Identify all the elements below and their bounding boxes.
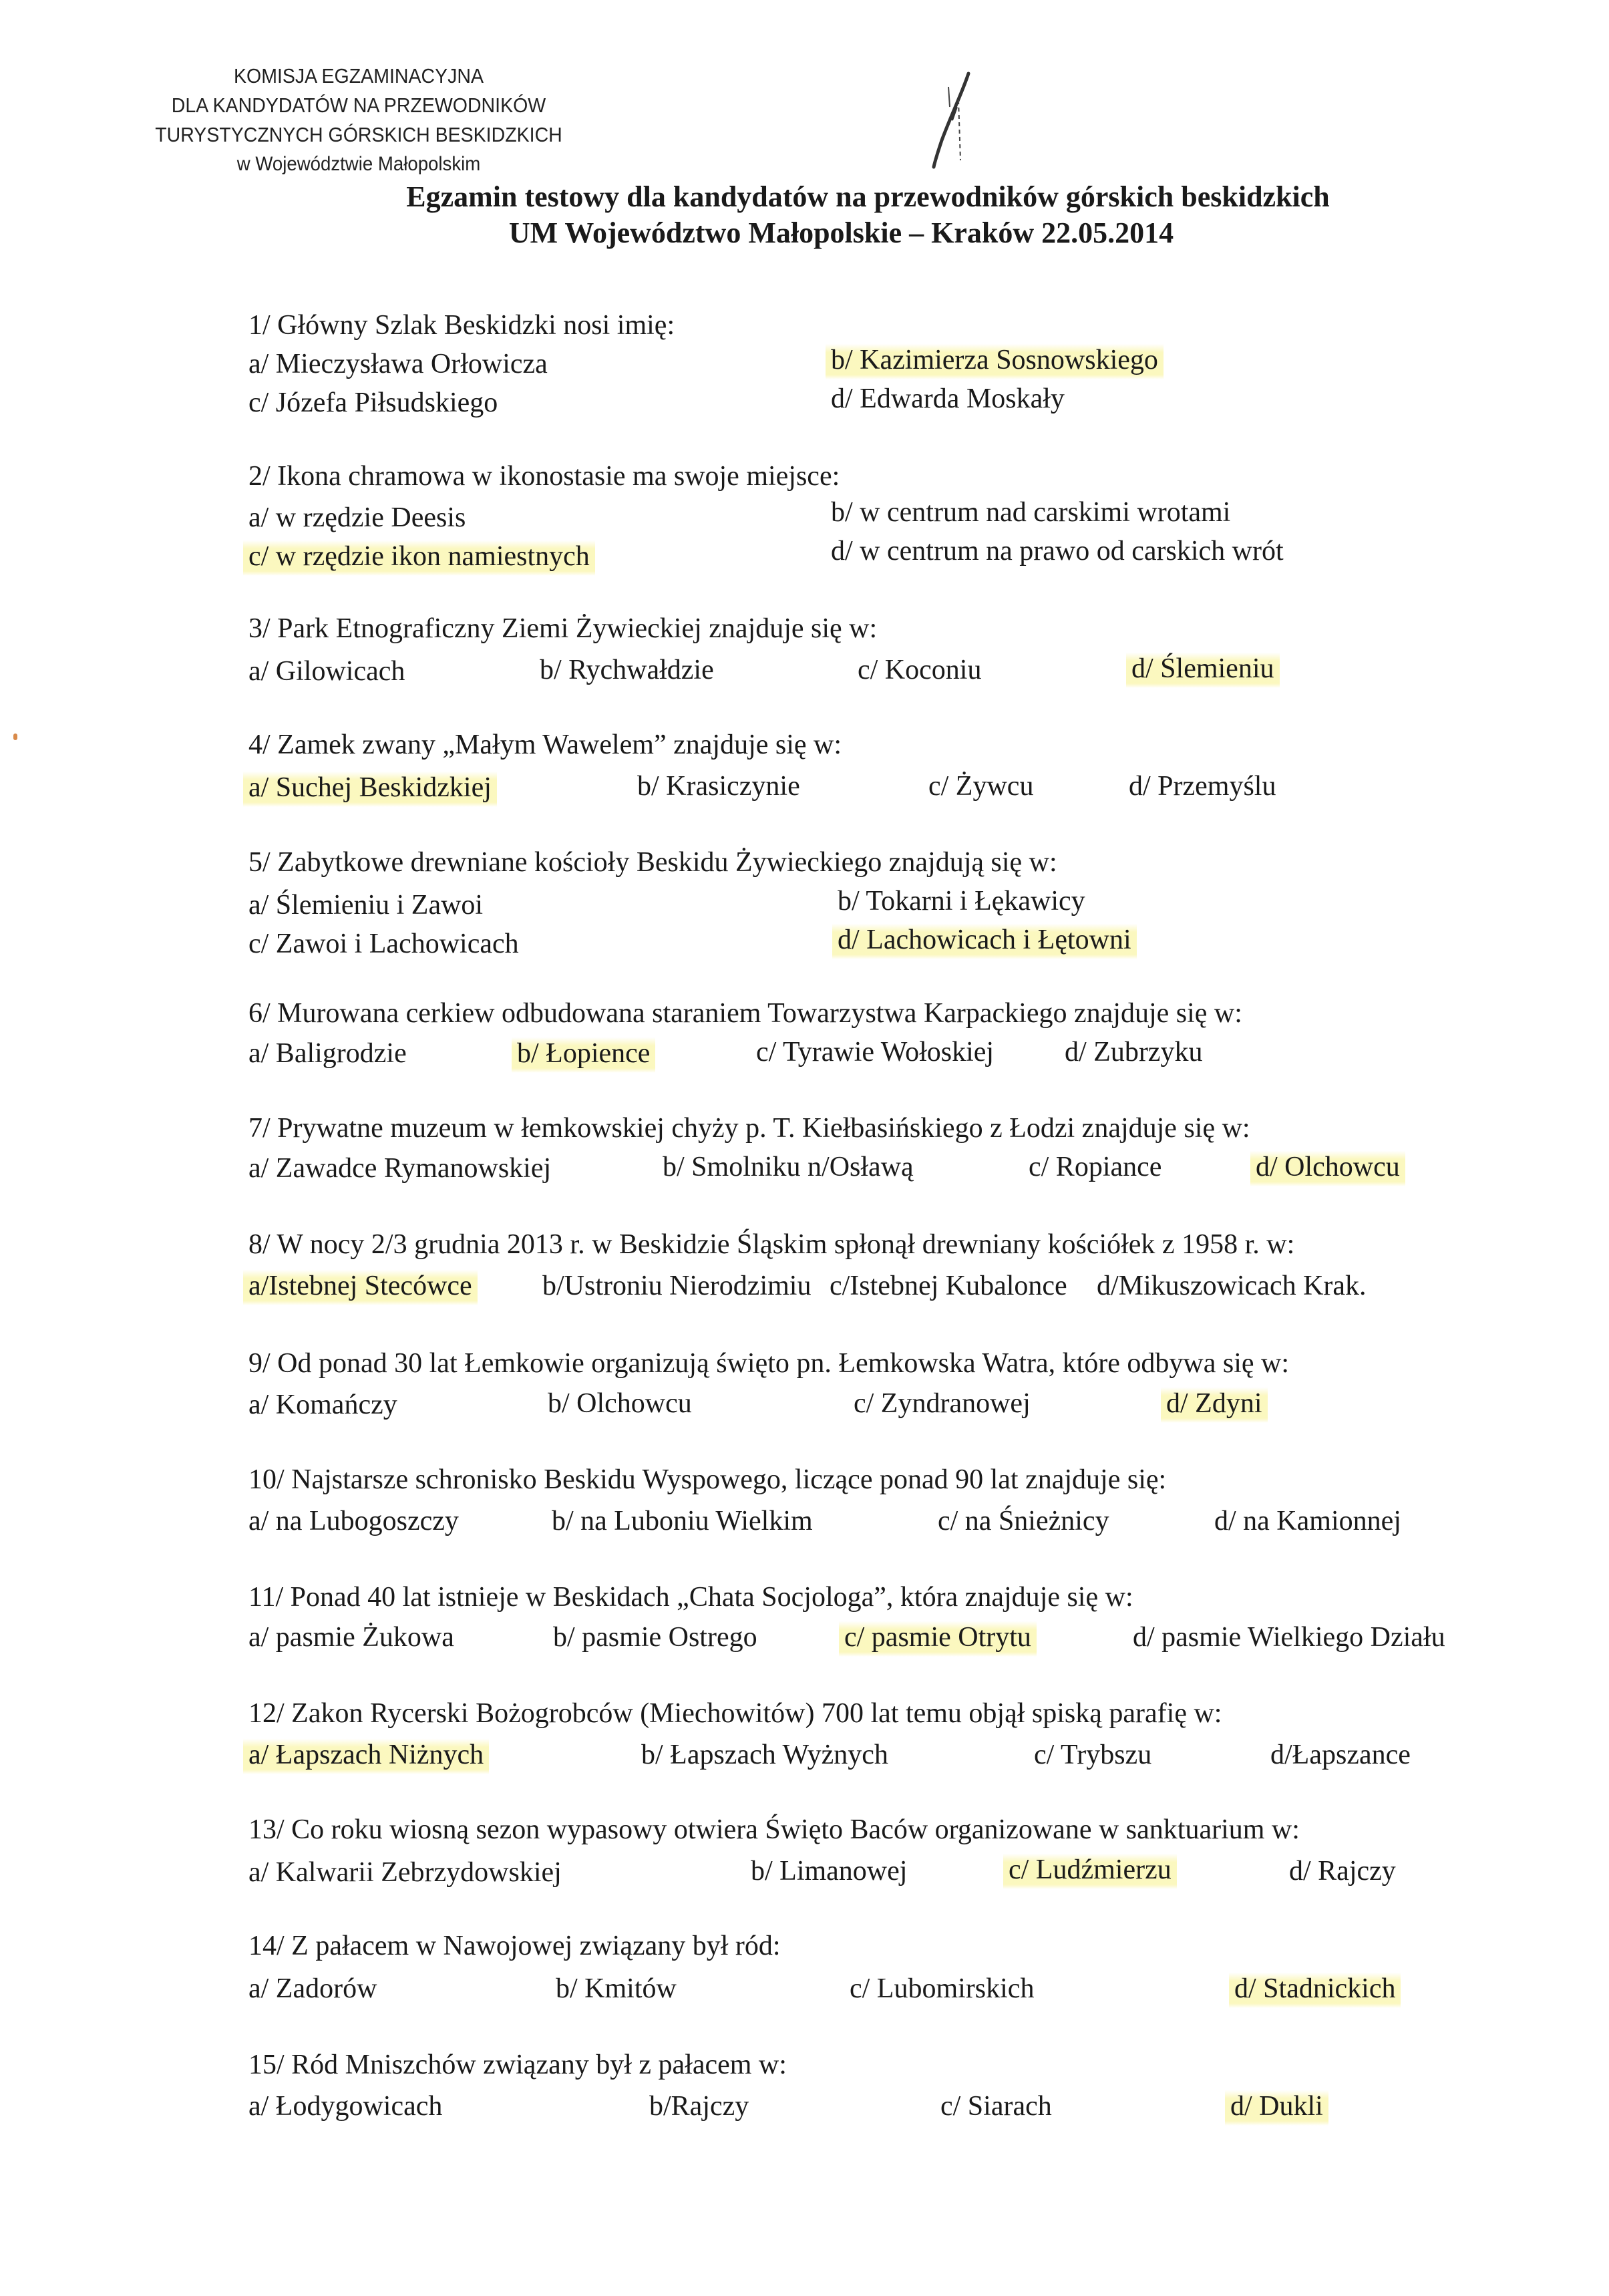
question-5 — [248, 843, 1558, 959]
option-a[interactable]: a/ pasmie Żukowa — [248, 1622, 454, 1653]
commission-stamp — [144, 61, 574, 179]
option-d[interactable]: d/ Ślemieniu — [1126, 649, 1280, 688]
question-text: 4/ Zamek zwany „Małym Wawelem” znajduje się w: — [248, 729, 842, 760]
question-1 — [248, 306, 1558, 422]
question-14 — [248, 1927, 1558, 2004]
option-d[interactable]: d/ pasmie Wielkiego Działu — [1133, 1622, 1445, 1653]
option-d[interactable]: d/ Lachowicach i Łętowni — [832, 921, 1137, 959]
option-b[interactable]: b/ pasmie Ostrego — [553, 1622, 757, 1653]
option-d[interactable]: d/ na Kamionnej — [1214, 1506, 1401, 1536]
option-a[interactable]: a/ w rzędzie Deesis — [248, 502, 466, 533]
question-12 — [248, 1694, 1558, 1772]
stamp-line-4: w Województwie Małopolskim — [236, 153, 481, 175]
option-b[interactable]: b/Ustroniu Nierodzimiu — [542, 1271, 812, 1301]
option-d[interactable]: d/ Olchowcu — [1250, 1148, 1405, 1186]
option-a[interactable]: a/ na Lubogoszczy — [248, 1506, 459, 1536]
option-a[interactable]: a/ Zawadce Rymanowskiej — [248, 1153, 552, 1184]
option-b[interactable]: b/ Rychwałdzie — [540, 655, 714, 685]
option-d[interactable]: d/ Przemyślu — [1129, 771, 1276, 802]
option-c[interactable]: c/ Żywcu — [928, 771, 1034, 802]
option-b[interactable]: b/ Limanowej — [751, 1856, 908, 1887]
stamp-line-3: TURYSTYCZNYCH GÓRSKICH BESKIDZKICH — [155, 123, 562, 146]
option-d[interactable]: d/ Dukli — [1225, 2087, 1328, 2126]
option-d[interactable]: d/ Edwarda Moskały — [831, 383, 1065, 414]
option-a[interactable]: a/ Suchej Beskidzkiej — [243, 768, 497, 807]
question-text: 10/ Najstarsze schronisko Beskidu Wyspowego, liczące ponad 90 lat znajduje się: — [248, 1464, 1167, 1495]
question-13 — [248, 1810, 1558, 1888]
handwritten-mark-icon — [922, 67, 975, 174]
option-b[interactable]: b/ Łopience — [512, 1034, 655, 1073]
question-text: 2/ Ikona chramowa w ikonostasie ma swoje miejsce: — [248, 461, 840, 492]
question-text: 5/ Zabytkowe drewniane kościoły Beskidu Żywieckiego znajdują się w: — [248, 847, 1057, 878]
question-8 — [248, 1225, 1558, 1303]
question-2 — [248, 457, 1558, 573]
option-d[interactable]: d/Łapszance — [1270, 1740, 1411, 1770]
option-a[interactable]: a/ Baligrodzie — [248, 1038, 407, 1069]
option-a[interactable]: a/ Komańczy — [248, 1389, 397, 1420]
option-b[interactable]: b/Rajczy — [649, 2091, 749, 2122]
option-c[interactable]: c/ Zawoi i Lachowicach — [248, 929, 519, 959]
stamp-line-2: DLA KANDYDATÓW NA PRZEWODNIKÓW — [171, 94, 546, 117]
option-d[interactable]: d/ Zdyni — [1161, 1384, 1268, 1423]
option-c[interactable]: c/ Koconiu — [858, 655, 982, 685]
option-a[interactable]: a/ Kalwarii Zebrzydowskiej — [248, 1857, 562, 1888]
option-b[interactable]: b/ Krasiczynie — [637, 771, 800, 802]
question-text: 11/ Ponad 40 lat istnieje w Beskidach „Chata Socjologa”, która znajduje się w: — [248, 1582, 1133, 1613]
question-text: 1/ Główny Szlak Beskidzki nosi imię: — [248, 310, 675, 341]
option-c[interactable]: c/Istebnej Kubalonce — [830, 1271, 1067, 1301]
option-d[interactable]: d/ w centrum na prawo od carskich wrót — [831, 536, 1284, 566]
question-11 — [248, 1578, 1558, 1655]
question-text: 6/ Murowana cerkiew odbudowana staraniem Towarzystwa Karpackiego znajduje się w: — [248, 998, 1242, 1029]
option-b[interactable]: b/ w centrum nad carskimi wrotami — [831, 497, 1231, 528]
option-a[interactable]: a/ Ślemieniu i Zawoi — [248, 890, 484, 921]
option-a[interactable]: a/ Łodygowicach — [248, 2091, 443, 2122]
option-c[interactable]: c/ na Śnieżnicy — [938, 1506, 1109, 1536]
option-b[interactable]: b/ Łapszach Wyżnych — [641, 1740, 888, 1770]
question-3 — [248, 609, 1558, 687]
exam-title: Egzamin testowy dla kandydatów na przewodników górskich beskidzkich — [406, 180, 1330, 213]
question-7 — [248, 1109, 1558, 1186]
option-c[interactable]: c/ Siarach — [940, 2091, 1052, 2122]
option-d[interactable]: d/ Rajczy — [1289, 1856, 1396, 1887]
question-9 — [248, 1344, 1558, 1422]
option-a[interactable]: a/Istebnej Stecówce — [243, 1267, 478, 1305]
stamp-line-1: KOMISJA EGZAMINACYJNA — [233, 64, 484, 88]
question-text: 3/ Park Etnograficzny Ziemi Żywieckiej znajduje się w: — [248, 613, 878, 644]
option-c[interactable]: c/ pasmie Otrytu — [839, 1618, 1037, 1657]
question-text: 8/ W nocy 2/3 grudnia 2013 r. w Beskidzie Śląskim spłonął drewniany kościółek z 1958 r. w: — [248, 1229, 1295, 1260]
question-15 — [248, 2045, 1558, 2123]
option-c[interactable]: c/ Lubomirskich — [850, 1973, 1035, 2004]
question-10 — [248, 1460, 1558, 1538]
exam-subtitle: UM Województwo Małopolskie – Kraków 22.05.2014 — [508, 216, 1174, 249]
option-a[interactable]: a/ Gilowicach — [248, 656, 405, 687]
option-c[interactable]: c/ Ludźmierzu — [1003, 1850, 1177, 1889]
question-text: 7/ Prywatne muzeum w łemkowskiej chyży p. T. Kiełbasińskiego z Łodzi znajduje się w: — [248, 1113, 1250, 1144]
question-text: 14/ Z pałacem w Nawojowej związany był ród: — [248, 1931, 781, 1961]
option-b[interactable]: b/ Kmitów — [556, 1973, 677, 2004]
option-c[interactable]: c/ w rzędzie ikon namiestnych — [243, 537, 595, 576]
question-text: 15/ Ród Mniszchów związany był z pałacem w: — [248, 2049, 787, 2080]
question-6 — [248, 994, 1558, 1072]
question-4 — [248, 725, 1558, 803]
option-a[interactable]: a/ Zadorów — [248, 1973, 377, 2004]
option-b[interactable]: b/ Tokarni i Łękawicy — [838, 886, 1085, 917]
question-text: 13/ Co roku wiosną sezon wypasowy otwiera Święto Baców organizowane w sanktuarium w: — [248, 1814, 1300, 1845]
question-text: 12/ Zakon Rycerski Bożogrobców (Miechowitów) 700 lat temu objął spiską parafię w: — [248, 1698, 1222, 1729]
option-c[interactable]: c/ Zyndranowej — [854, 1388, 1031, 1419]
option-b[interactable]: b/ Kazimierza Sosnowskiego — [826, 341, 1164, 379]
scan-speck — [13, 733, 17, 740]
option-c[interactable]: c/ Ropiance — [1029, 1152, 1162, 1182]
option-c[interactable]: c/ Tyrawie Wołoskiej — [756, 1037, 995, 1068]
option-d[interactable]: d/ Zubrzyku — [1065, 1037, 1203, 1068]
option-a[interactable]: a/ Łapszach Niżnych — [243, 1736, 489, 1774]
option-d[interactable]: d/ Stadnickich — [1229, 1969, 1401, 2008]
option-c[interactable]: c/ Trybszu — [1034, 1740, 1152, 1770]
option-b[interactable]: b/ na Luboniu Wielkim — [552, 1506, 813, 1536]
option-b[interactable]: b/ Olchowcu — [548, 1388, 692, 1419]
option-c[interactable]: c/ Józefa Piłsudskiego — [248, 387, 498, 418]
option-d[interactable]: d/Mikuszowicach Krak. — [1097, 1271, 1367, 1301]
option-b[interactable]: b/ Smolniku n/Osławą — [663, 1152, 914, 1182]
option-a[interactable]: a/ Mieczysława Orłowicza — [248, 349, 548, 379]
question-text: 9/ Od ponad 30 lat Łemkowie organizują święto pn. Łemkowska Watra, które odbywa się w: — [248, 1348, 1290, 1379]
